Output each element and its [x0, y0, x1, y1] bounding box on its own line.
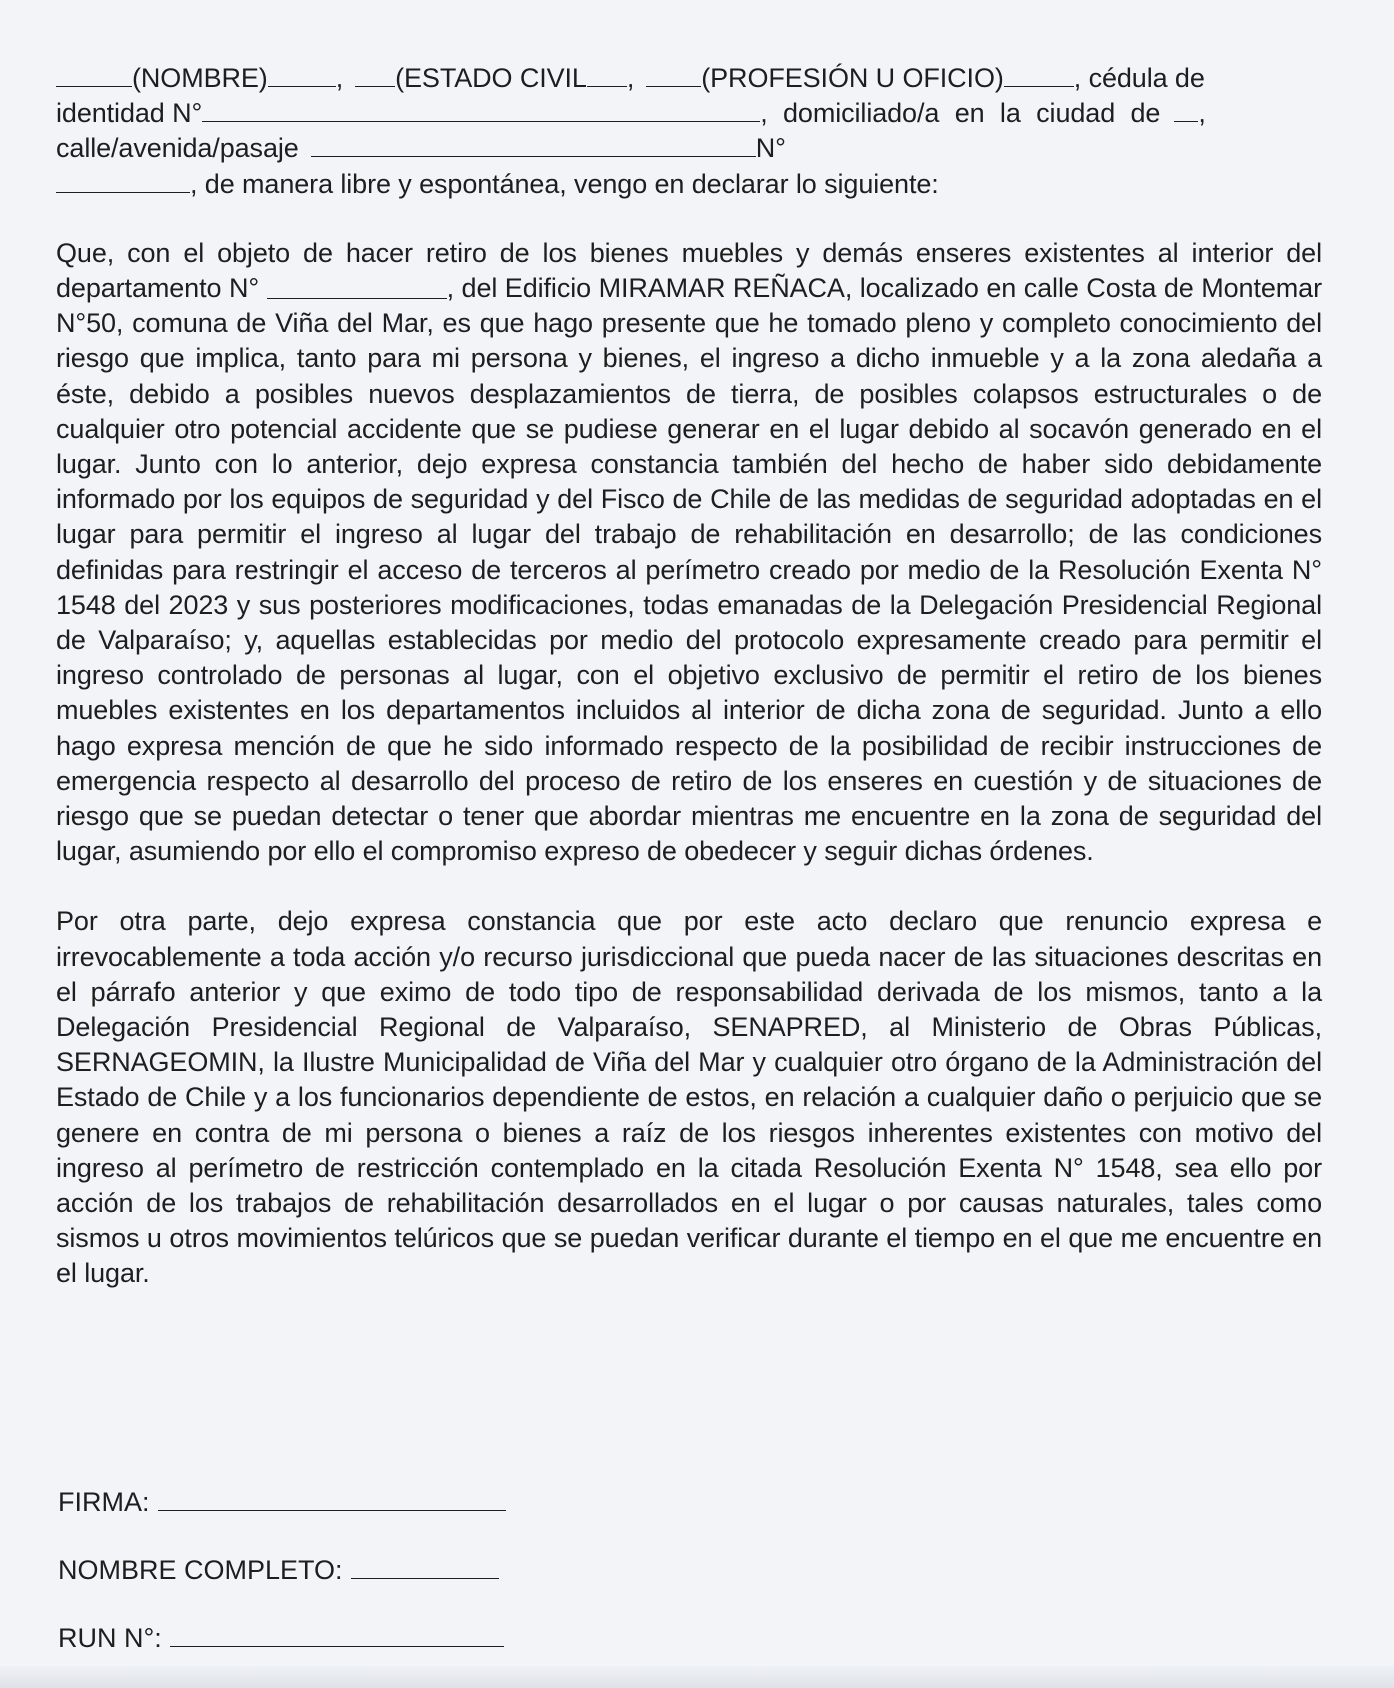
name-prefix-blank[interactable] [56, 60, 132, 87]
separator: , [335, 63, 344, 93]
profesion-prefix-blank[interactable] [646, 60, 701, 87]
estado-civil-prefix-blank[interactable] [355, 60, 395, 87]
paragraph-1-part-a: Que, con el objeto de hacer retiro de los bienes muebles y demás enseres existentes al interior del departamento N° [56, 237, 1322, 303]
estado-civil-blank[interactable] [587, 60, 627, 87]
nombre-completo-label: NOMBRE COMPLETO: [58, 1555, 343, 1585]
calle-label: calle/avenida/pasaje [56, 133, 299, 164]
declaration-body [56, 60, 1322, 1292]
cedula-blank[interactable] [202, 95, 760, 122]
intro-line-2 [56, 95, 1322, 130]
paragraph-1-part-b: , del Edificio MIRAMAR REÑACA, localizado en calle Costa de Montemar N°50, comuna de Viña del Mar, es que hago presente que he tomado pleno y completo conocimiento del riesgo que implica, tanto para mi persona y bienes, el ingreso a dicho inmueble y a la zona aledaña a éste, debido a posibles nuevos desplazamientos de tierra, de posibles colapsos estructurales o de cualquier otro potencial accidente que se pudiese generar en el lugar debido al socavón generado en el lugar. Junto con lo anterior, dejo expresa constancia también del hecho de haber sido debidamente informado por los equipos de seguridad y del Fisco de Chile de las medidas de seguridad adoptadas en el lugar para permitir el ingreso al lugar del trabajo de rehabilitación en desarrollo; de las condiciones definidas para restringir el acceso de terceros al perímetro creado por medio de la Resolución Exenta N° 1548 del 2023 y sus posteriores modificaciones, todas emanadas de la Delegación Presidencial Regional de Valparaíso; y, aquellas establecidas por medio del protocolo expresamente creado para permitir el ingreso controlado de personas al lugar, con el objetivo exclusivo de permitir el retiro de los bienes muebles existentes en los departamentos incluidos al interior de dicha zona de seguridad. Junto a ello hago expresa mención de que he sido informado respecto de la posibilidad de recibir instrucciones de emergencia respecto al desarrollo del proceso de retiro de los enseres en cuestión y de situaciones de riesgo que se puedan detectar o tener que abordar mientras me encuentre en la zona de seguridad del lugar, asumiendo por ello el compromiso expreso de obedecer y seguir dichas órdenes. [56, 272, 1322, 867]
departamento-blank[interactable] [267, 272, 447, 299]
firma-label: FIRMA: [58, 1487, 150, 1517]
numero-blank[interactable] [56, 166, 190, 193]
separator: , [1198, 98, 1206, 129]
profesion-placeholder: (PROFESIÓN U OFICIO) [701, 63, 1004, 93]
signature-block [58, 1486, 506, 1657]
name-blank[interactable] [268, 60, 336, 87]
run-label: RUN N°: [58, 1623, 162, 1653]
cedula-label: , cédula de [1073, 63, 1205, 93]
intro-line-3 [56, 130, 1322, 165]
firma-row [58, 1486, 506, 1521]
intro-line-1 [56, 60, 1322, 95]
nombre-completo-row [58, 1554, 506, 1589]
firma-line[interactable] [158, 1486, 506, 1511]
numero-label: N° [755, 133, 786, 164]
paragraph-riesgo [56, 236, 1322, 870]
profesion-blank[interactable] [1004, 60, 1074, 87]
nombre-completo-line[interactable] [351, 1554, 499, 1579]
calle-blank[interactable] [311, 130, 756, 157]
domiciliado-label: , domiciliado/a en la ciudad de [760, 98, 1161, 129]
ciudad-blank[interactable] [1174, 95, 1198, 122]
declaracion-text: , de manera libre y espontánea, vengo en declarar lo siguiente: [190, 168, 939, 199]
nombre-placeholder: (NOMBRE) [132, 63, 268, 93]
estado-civil-placeholder: (ESTADO CIVIL [395, 63, 587, 93]
paragraph-renuncia: Por otra parte, dejo expresa constancia que por este acto declaro que renuncio expresa e irrevocablemente a toda acción y/o recurso jurisdiccional que pueda nacer de las situaciones descritas en el párrafo anterior y que eximo de todo tipo de responsabilidad derivada de los mismos, tanto a la Delegación Presidencial Regional de Valparaíso, SENAPRED, al Ministerio de Obras Públicas, SERNAGEOMIN, la Ilustre Municipalidad de Viña del Mar y cualquier otro órgano de la Administración del Estado de Chile y a los funcionarios dependiente de estos, en relación a cualquier daño o perjuicio que se genere en contra de mi persona o bienes a raíz de los riesgos inherentes existentes con motivo del ingreso al perímetro de restricción contemplado en la citada Resolución Exenta N° 1548, sea ello por acción de los trabajos de rehabilitación desarrollados en el lugar o por causas naturales, tales como sismos u otros movimientos telúricos que se puedan verificar durante el tiempo en el que me encuentre en el lugar. [56, 906, 1322, 1289]
page-bottom-edge [0, 1666, 1394, 1688]
separator: , [626, 63, 635, 93]
run-line[interactable] [170, 1622, 504, 1647]
intro-line-4 [56, 166, 1322, 201]
identidad-label: identidad N° [56, 98, 203, 129]
run-row [58, 1622, 506, 1657]
